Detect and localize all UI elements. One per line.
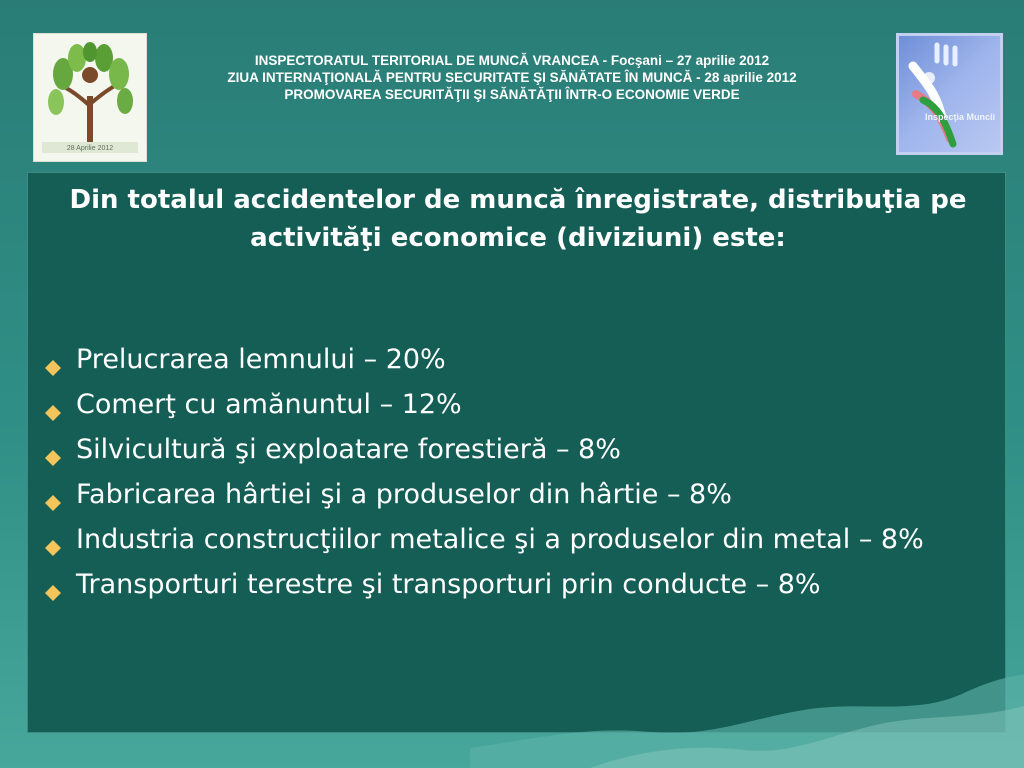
list-item-text: Prelucrarea lemnului – 20% [76, 344, 446, 375]
svg-text:28 Aprilie 2012: 28 Aprilie 2012 [66, 145, 114, 152]
intro-text: Din totalul accidentelor de muncă înregistrate, distribuţia pe activităţi economice (diviziuni) este: [69, 185, 967, 253]
diamond-bullet-icon [44, 350, 62, 368]
header-line-3: PROMOVAREA SECURITĂŢII ŞI SĂNĂTĂŢII ÎNTR-O ECONOMIE VERDE [284, 87, 740, 102]
header-line-2: ZIUA INTERNAŢIONALĂ PENTRU SECURITATE ŞI SĂNĂTATE ÎN MUNCĂ - 28 aprilie 2012 [227, 70, 797, 85]
diamond-bullet-icon [44, 485, 62, 503]
slide-header [0, 0, 1024, 170]
wave-decoration [470, 640, 1024, 768]
list-item-text: Transporturi terestre şi transporturi prin conducte – 8% [76, 569, 821, 600]
list-item [42, 431, 992, 469]
list-item-text: Fabricarea hârtiei şi a produselor din hârtie – 8% [76, 479, 732, 510]
list-item [42, 341, 992, 379]
diamond-bullet-icon [44, 440, 62, 458]
list-item [42, 521, 992, 559]
list-item-text: Silvicultură şi exploatare forestieră – 8% [76, 434, 621, 465]
diamond-bullet-icon [44, 575, 62, 593]
list-item [42, 476, 992, 514]
diamond-bullet-icon [44, 530, 62, 548]
list-item [42, 566, 992, 604]
green-economy-logo [33, 33, 147, 162]
list-item-text: Industria construcţiilor metalice şi a produselor din metal – 8% [76, 524, 924, 555]
event-title-block [150, 52, 874, 103]
header-line-1: INSPECTORATUL TERITORIAL DE MUNCĂ VRANCEA - Focşani – 27 aprilie 2012 [254, 53, 770, 68]
inspectia-muncii-logo [896, 33, 1003, 155]
list-item [42, 386, 992, 424]
diamond-bullet-icon [44, 395, 62, 413]
activity-list [42, 341, 992, 611]
svg-text:Inspecţia Muncii: Inspecţia Muncii [924, 112, 996, 122]
list-item-text: Comerţ cu amănuntul – 12% [76, 389, 462, 420]
